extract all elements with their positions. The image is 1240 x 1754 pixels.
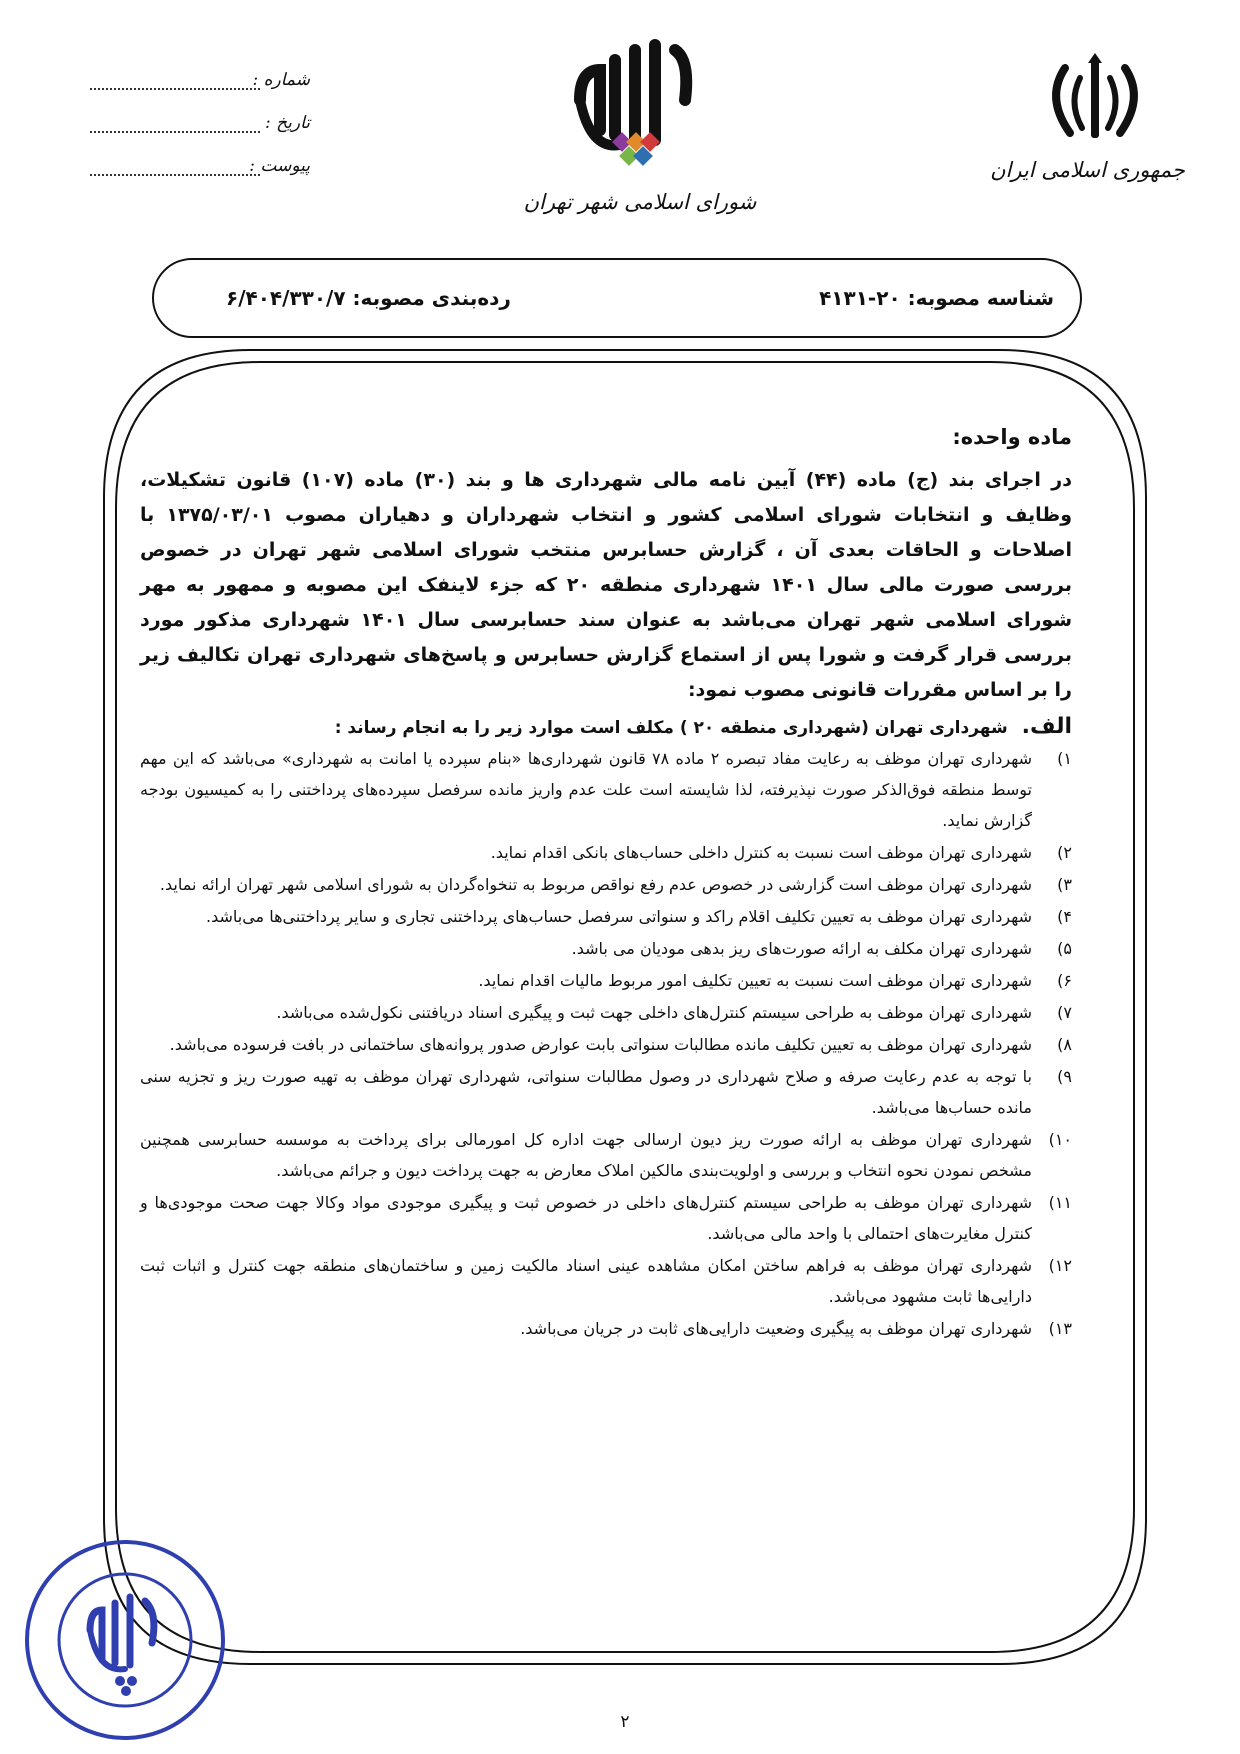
emblem-caption: جمهوری اسلامی ایران (990, 158, 1185, 182)
list-item (140, 901, 1072, 932)
meta-date-field (90, 131, 260, 133)
item-text: شهرداری تهران مکلف به ارائه صورت‌های ریز بدهی مودیان می باشد. (571, 939, 1032, 958)
meta-date-row (90, 113, 310, 143)
meta-attachment-label: پیوست : (249, 156, 310, 176)
item-number: ۹) (1057, 1067, 1072, 1086)
intro-paragraph: در اجرای بند (ج) ماده (۴۴) آیین نامه مالی شهرداری ها و بند (۳۰) ماده (۱۰۷) قانون تشکیلات، وظایف و انتخابات شورای اسلامی کشور و انتخاب شهرداران و دهیاران مصوب ۱۳۷۵/۰۳/۰۱ با اصلاحات و الحاقات بعدی آن ، گزارش حسابرس منتخب شورای اسلامی شهر تهران در خصوص بررسی صورت مالی سال ۱۴۰۱ شهرداری منطقه ۲۰ که جزء لاینفک این مصوبه و ممهور به مهر شورای اسلامی شهر تهران می‌باشد به عنوان سند حسابرسی سال ۱۴۰۱ شهرداری مذکور مورد بررسی قرار گرفت و شورا پس از استماع گزارش حسابرس و پاسخ‌های شهرداری تهران تکالیف زیر را بر اساس مقررات قانونی مصوب نمود: (140, 469, 1073, 701)
item-text: شهرداری تهران موظف به تعیین تکلیف مانده مطالبات سنواتی بابت عوارض صدور پروانه‌های ساختمانی در بافت فرسوده می‌باشد. (169, 1035, 1032, 1054)
list-item (140, 1029, 1072, 1060)
tehran-council-logo (560, 30, 710, 180)
item-number: ۱۲) (1048, 1256, 1072, 1275)
item-number: ۱۱) (1048, 1193, 1072, 1212)
list-item (140, 837, 1072, 868)
section-a-letter: الف. (1021, 714, 1072, 739)
meta-number-field (90, 88, 260, 90)
approval-classification: رده‌بندی مصوبه: ۶/۴۰۴/۳۳۰/۷ (226, 286, 511, 310)
obligations-list (140, 743, 1072, 1344)
approval-body (140, 425, 1072, 1345)
item-text: با توجه به عدم رعایت صرفه و صلاح شهرداری در وصول مطالبات سنواتی، شهرداری تهران موظف به تهیه صورت ریز و تجزیه سنی مانده حساب‌ها می‌باشد. (140, 1067, 1032, 1117)
item-text: شهرداری تهران موظف به پیگیری وضعیت دارایی‌های ثابت در جریان می‌باشد. (520, 1319, 1032, 1338)
item-text: شهرداری تهران موظف به فراهم ساختن امکان مشاهده عینی اسناد مالکیت زمین و ساختمان‌های منطقه جهت کنترل و اثبات ثبت دارایی‌ها ثابت مشهود می‌باشد. (140, 1256, 1032, 1306)
item-text: شهرداری تهران موظف به ارائه صورت ریز دیون ارسالی جهت اداره کل امورمالی برای پرداخت به موسسه حسابرسی همچنین مشخص نمودن نحوه انتخاب و بررسی و اولویت‌بندی مالکین املاک معارض به جهت پرداخت دیون و جرائم می‌باشد. (140, 1130, 1032, 1180)
item-text: شهرداری تهران موظف به طراحی سیستم کنترل‌های داخلی جهت ثبت و پیگیری اسناد دریافتنی نکول‌شده می‌باشد. (276, 1003, 1032, 1022)
item-number: ۱۳) (1048, 1319, 1072, 1338)
item-number: ۳) (1057, 875, 1072, 894)
item-text: شهرداری تهران موظف به رعایت مفاد تبصره ۲ ماده ۷۸ قانون شهرداری‌ها «بنام سپرده یا امانت به شهرداری» می‌باشد که این مهم توسط منطقه فوق‌الذکر صورت نپذیرفته، لذا شایسته است علت عدم واریز مانده سرفصل سپرده‌های پرداختنی را به کمیسیون بودجه گزارش نماید. (140, 749, 1033, 830)
item-text: شهرداری تهران موظف است گزارشی در خصوص عدم رفع نواقص مربوط به تنخواه‌گردان به شورای اسلامی شهر تهران ارائه نماید. (159, 875, 1032, 894)
approval-id: شناسه مصوبه: ۲۰-۴۱۳۱ (819, 286, 1054, 310)
item-number: ۵) (1057, 939, 1072, 958)
item-text: شهرداری تهران موظف به تعیین تکلیف اقلام راکد و سنواتی سرفصل حساب‌های پرداختنی تجاری و سایر پرداختنی‌ها می‌باشد. (206, 907, 1032, 926)
list-item (140, 1313, 1072, 1344)
meta-number-row (90, 70, 310, 100)
list-item (140, 1061, 1072, 1123)
item-number: ۲) (1057, 843, 1072, 862)
item-number: ۴) (1057, 907, 1072, 926)
item-text: شهرداری تهران موظف است نسبت به تعیین تکلیف امور مربوط مالیات اقدام نماید. (478, 971, 1032, 990)
item-number: ۱) (1057, 749, 1072, 768)
meta-number-label: شماره : (252, 70, 310, 90)
list-item (140, 997, 1072, 1028)
list-item (140, 1187, 1072, 1249)
article-heading: ماده واحده: (952, 425, 1072, 449)
meta-attachment-row (90, 156, 310, 186)
item-text: شهرداری تهران موظف به طراحی سیستم کنترل‌های داخلی در خصوص ثبت و پیگیری موجودی مواد وکالا جهت صحت موجودی‌ها و کنترل مغایرت‌های احتمالی با واحد مالی می‌باشد. (140, 1193, 1032, 1243)
item-text: شهرداری تهران موظف است نسبت به کنترل داخلی حساب‌های بانکی اقدام نماید. (490, 843, 1032, 862)
iran-emblem-icon (1040, 48, 1150, 148)
item-number: ۸) (1057, 1035, 1072, 1054)
section-a-text: شهرداری تهران (شهرداری منطقه ۲۰ ) مکلف است موارد زیر را به انجام رساند : (334, 718, 1008, 738)
meta-date-label: تاریخ : (265, 113, 310, 133)
item-number: ۱۰) (1048, 1130, 1072, 1149)
item-number: ۷) (1057, 1003, 1072, 1022)
list-item (140, 965, 1072, 996)
meta-attachment-field (90, 174, 260, 176)
section-a (140, 714, 1072, 739)
list-item (140, 1124, 1072, 1186)
list-item (140, 869, 1072, 900)
council-caption: شورای اسلامی شهر تهران (523, 190, 757, 214)
list-item (140, 743, 1072, 836)
list-item (140, 933, 1072, 964)
approval-id-box (152, 258, 1082, 338)
council-stamp (20, 1535, 230, 1745)
item-number: ۶) (1057, 971, 1072, 990)
page-number: ۲ (620, 1712, 630, 1732)
list-item (140, 1250, 1072, 1312)
